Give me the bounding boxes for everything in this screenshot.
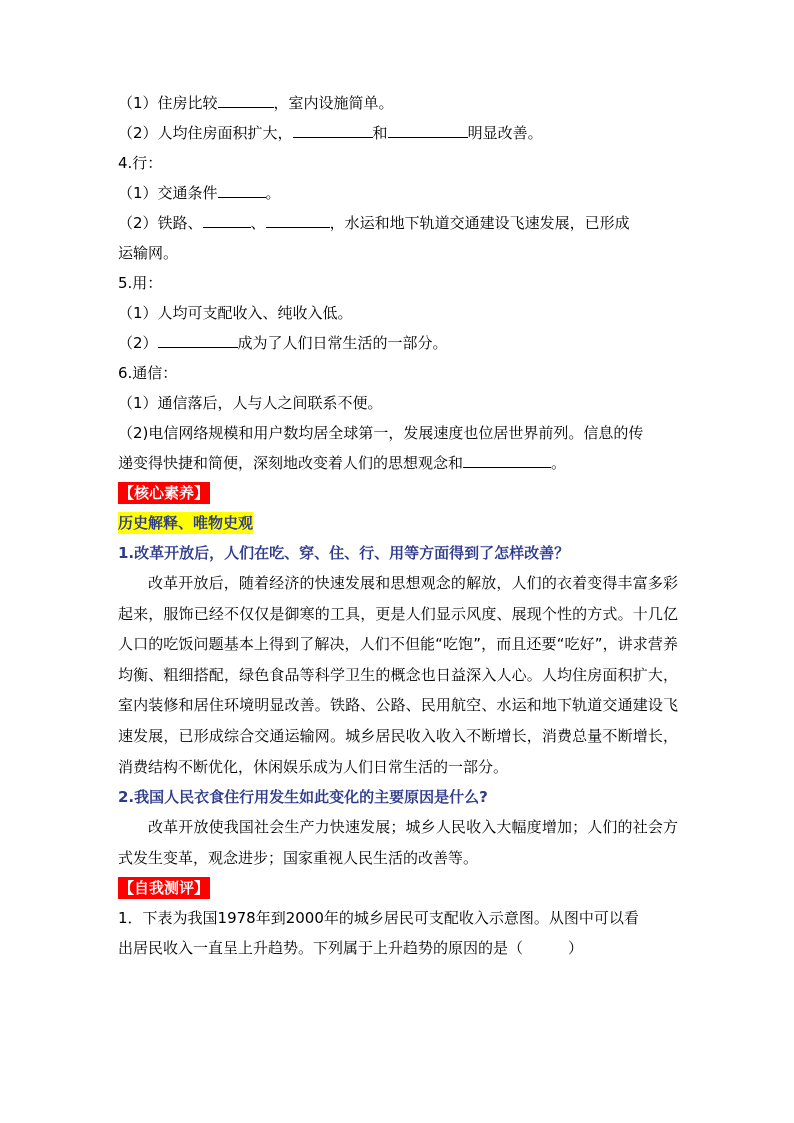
- text: 。: [265, 184, 281, 202]
- text: 成为了人们日常生活的一部分。: [237, 334, 448, 352]
- comm-item-2a: （2)电信网络规模和用户数均居全球第一，发展速度也位居世界前列。信息的传: [118, 424, 644, 442]
- answer-1: 改革开放后，随着经济的快速发展和思想观念的解放，人们的衣着变得丰富多彩起来，服饰已经不仅仅是御寒的工具，更是人们显示风度、展现个性的方式。十几亿人口的吃饭问题基本上得到了解决，人们不但能“吃饱”，而且还要“吃好”，讲求营养均衡、粗细搭配，绿色食品等科学卫生的概念也日益深入人心。人均住房面积扩大，室内装修和居住环境明显改善。铁路、公路、民用航空、水运和地下轨道交通建设飞速发展，已形成综合交通运输网。城乡居民收入收入不断增长，消费总量不断增长，消费结构不断优化，休闲娱乐成为人们日常生活的一部分。: [118, 574, 678, 776]
- text: 明显改善。: [467, 124, 543, 142]
- answer-blank[interactable]: [218, 183, 266, 198]
- self-test-q1-line1: 1．下表为我国1978年到2000年的城乡居民可支配收入示意图。从图中可以看: [118, 909, 639, 928]
- text: （1）住房比较: [118, 94, 218, 112]
- transport-item-2: [118, 208, 678, 238]
- self-test-row: [118, 873, 678, 903]
- self-test-tag: 【自我测评】: [119, 879, 210, 898]
- comm-heading: 6.通信：: [118, 364, 178, 382]
- answer-blank[interactable]: [203, 213, 251, 228]
- highlight-heading: 历史解释、唯物史观: [118, 514, 254, 532]
- core-literacy-tag: 【核心素养】: [119, 484, 210, 502]
- transport-heading: 4.行：: [118, 154, 163, 172]
- answer-blank[interactable]: [266, 213, 330, 228]
- document-page: [118, 88, 678, 963]
- text: ，水运和地下轨道交通建设飞速发展，已形成: [329, 214, 630, 232]
- answer-blank[interactable]: [463, 453, 551, 468]
- housing-item-2: [118, 118, 678, 148]
- answer-blank[interactable]: [293, 123, 373, 138]
- use-item-2: [118, 328, 678, 358]
- use-heading: 5.用：: [118, 274, 163, 292]
- answer-blank[interactable]: [158, 333, 238, 348]
- highlight-row: [118, 508, 678, 538]
- core-literacy-row: [118, 478, 678, 508]
- use-item-1: （1）人均可支配收入、纯收入低。: [118, 304, 353, 322]
- self-test-q1-line2: 出居民收入一直呈上升趋势。下列属于上升趋势的原因的是（ ）: [118, 939, 584, 958]
- text: （2）: [118, 334, 158, 352]
- text: （1）交通条件: [118, 184, 218, 202]
- text: 递变得快捷和简便，深刻地改变着人们的思想观念和: [118, 454, 464, 472]
- text: 、: [250, 214, 266, 232]
- text: ，室内设施简单。: [273, 94, 394, 112]
- question-2: 2.我国人民衣食住行用发生如此变化的主要原因是什么?: [118, 788, 488, 807]
- answer-2: 改革开放使我国社会生产力快速发展；城乡人民收入大幅度增加；人们的社会方式发生变革，观念进步；国家重视人民生活的改善等。: [118, 818, 678, 867]
- housing-item-1: [118, 88, 678, 118]
- comm-item-2b: [118, 448, 678, 478]
- question-1: 1.改革开放后，人们在吃、穿、住、行、用等方面得到了怎样改善？: [118, 544, 570, 562]
- text: 和: [372, 124, 388, 142]
- answer-blank[interactable]: [388, 123, 468, 138]
- text: （2）铁路、: [118, 214, 203, 232]
- transport-item-2-cont: 运输网。: [118, 244, 179, 262]
- comm-item-1: （1）通信落后，人与人之间联系不便。: [118, 394, 383, 412]
- text: 。: [551, 454, 567, 472]
- transport-item-1: [118, 178, 678, 208]
- text: （2）人均住房面积扩大，: [118, 124, 293, 142]
- answer-blank[interactable]: [218, 93, 274, 108]
